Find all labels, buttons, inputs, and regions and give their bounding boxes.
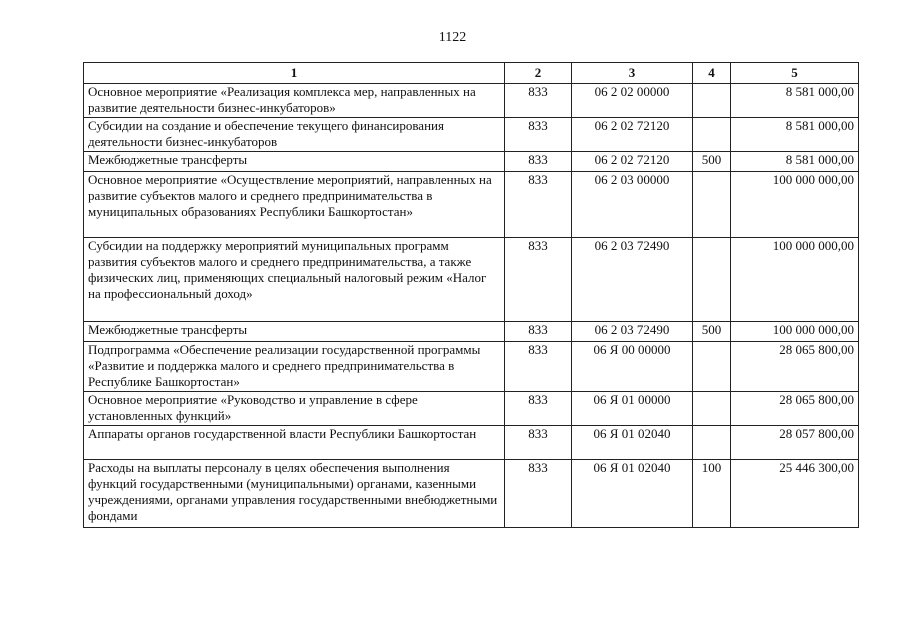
row-vr: 500 bbox=[693, 152, 731, 172]
row-vr bbox=[693, 172, 731, 238]
row-vr: 100 bbox=[693, 460, 731, 528]
row-amount: 28 065 800,00 bbox=[731, 342, 859, 392]
row-vr bbox=[693, 426, 731, 460]
row-code: 833 bbox=[505, 172, 572, 238]
row-csr: 06 2 02 00000 bbox=[572, 84, 693, 118]
row-csr: 06 2 03 00000 bbox=[572, 172, 693, 238]
row-name: Основное мероприятие «Руководство и управление в сфере установленных функций» bbox=[84, 392, 505, 426]
row-csr: 06 Я 00 00000 bbox=[572, 342, 693, 392]
row-vr bbox=[693, 342, 731, 392]
row-amount: 100 000 000,00 bbox=[731, 322, 859, 342]
table-row bbox=[84, 172, 859, 238]
row-code: 833 bbox=[505, 152, 572, 172]
column-header: 5 bbox=[731, 63, 859, 84]
row-code: 833 bbox=[505, 342, 572, 392]
row-code: 833 bbox=[505, 392, 572, 426]
row-code: 833 bbox=[505, 460, 572, 528]
row-amount: 25 446 300,00 bbox=[731, 460, 859, 528]
row-csr: 06 2 02 72120 bbox=[572, 152, 693, 172]
row-vr bbox=[693, 118, 731, 152]
row-csr: 06 2 02 72120 bbox=[572, 118, 693, 152]
row-name: Субсидии на поддержку мероприятий муниципальных программ развития субъектов малого и среднего предпринимательства, а также физических лиц, применяющих специальный налоговый режим «Налог на профессиональный доход» bbox=[84, 238, 505, 322]
table-row bbox=[84, 460, 859, 528]
budget-table bbox=[83, 62, 859, 528]
column-header: 4 bbox=[693, 63, 731, 84]
table-row bbox=[84, 426, 859, 460]
row-amount: 8 581 000,00 bbox=[731, 152, 859, 172]
table-row bbox=[84, 342, 859, 392]
table-row bbox=[84, 238, 859, 322]
row-name: Основное мероприятие «Осуществление мероприятий, направленных на развитие субъектов малого и среднего предпринимательства в муниципальных образованиях Республики Башкортостан» bbox=[84, 172, 505, 238]
row-csr: 06 2 03 72490 bbox=[572, 322, 693, 342]
row-name: Аппараты органов государственной власти Республики Башкортостан bbox=[84, 426, 505, 460]
table-row bbox=[84, 392, 859, 426]
row-code: 833 bbox=[505, 84, 572, 118]
row-csr: 06 Я 01 02040 bbox=[572, 426, 693, 460]
row-vr bbox=[693, 84, 731, 118]
table-row bbox=[84, 152, 859, 172]
row-name: Межбюджетные трансферты bbox=[84, 322, 505, 342]
row-amount: 100 000 000,00 bbox=[731, 172, 859, 238]
row-code: 833 bbox=[505, 322, 572, 342]
row-name: Расходы на выплаты персоналу в целях обеспечения выполнения функций государственными (муниципальными) органами, казенными учреждениями, органами управления государственными внебюджетными фондами bbox=[84, 460, 505, 528]
row-amount: 8 581 000,00 bbox=[731, 84, 859, 118]
table-row bbox=[84, 84, 859, 118]
row-vr: 500 bbox=[693, 322, 731, 342]
column-header: 2 bbox=[505, 63, 572, 84]
row-amount: 28 065 800,00 bbox=[731, 392, 859, 426]
row-csr: 06 Я 01 02040 bbox=[572, 460, 693, 528]
column-header: 1 bbox=[84, 63, 505, 84]
row-amount: 100 000 000,00 bbox=[731, 238, 859, 322]
row-vr bbox=[693, 392, 731, 426]
row-name: Субсидии на создание и обеспечение текущего финансирования деятельности бизнес-инкубаторов bbox=[84, 118, 505, 152]
row-code: 833 bbox=[505, 238, 572, 322]
table-row bbox=[84, 322, 859, 342]
row-amount: 28 057 800,00 bbox=[731, 426, 859, 460]
header-row bbox=[84, 63, 859, 84]
row-csr: 06 Я 01 00000 bbox=[572, 392, 693, 426]
row-name: Межбюджетные трансферты bbox=[84, 152, 505, 172]
row-name: Основное мероприятие «Реализация комплекса мер, направленных на развитие деятельности бизнес-инкубаторов» bbox=[84, 84, 505, 118]
column-header: 3 bbox=[572, 63, 693, 84]
row-csr: 06 2 03 72490 bbox=[572, 238, 693, 322]
row-vr bbox=[693, 238, 731, 322]
row-code: 833 bbox=[505, 118, 572, 152]
row-amount: 8 581 000,00 bbox=[731, 118, 859, 152]
table-row bbox=[84, 118, 859, 152]
row-code: 833 bbox=[505, 426, 572, 460]
page-number: 1122 bbox=[438, 30, 467, 45]
row-name: Подпрограмма «Обеспечение реализации государственной программы «Развитие и поддержка малого и среднего предпринимательства в Республике Башкортостан» bbox=[84, 342, 505, 392]
